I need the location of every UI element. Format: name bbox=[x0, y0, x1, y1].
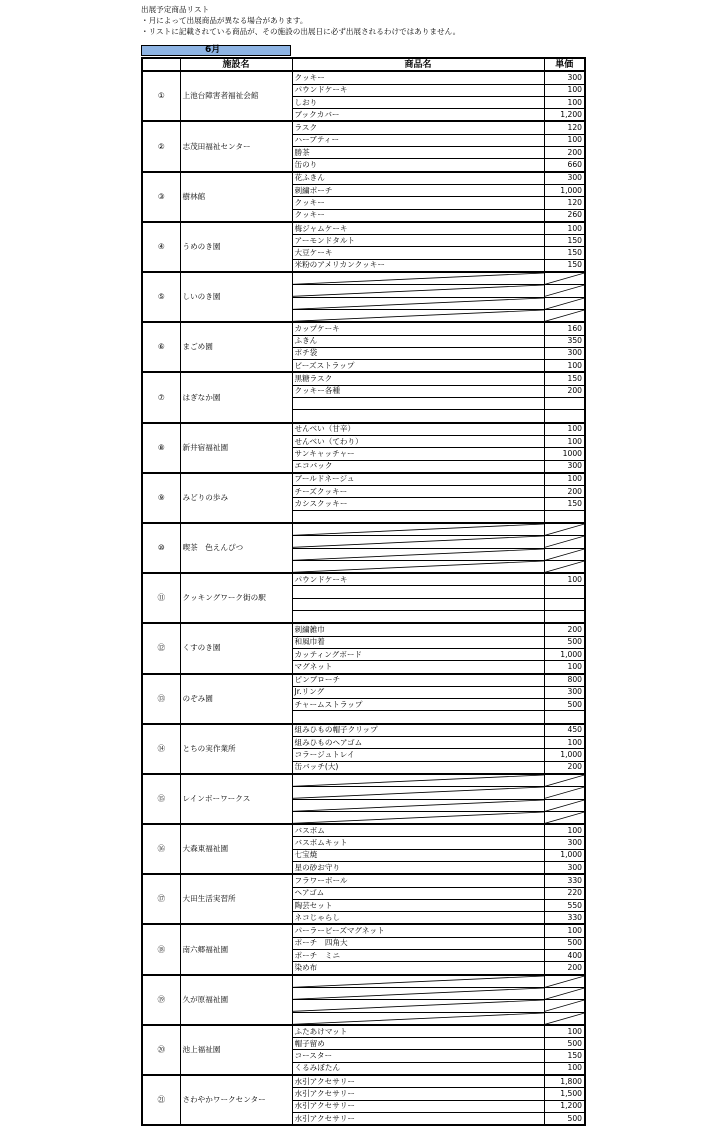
item-price: 150 bbox=[544, 498, 585, 510]
facility-name: 南六郷福祉園 bbox=[180, 924, 292, 974]
facility-name: とちの実作業所 bbox=[180, 724, 292, 774]
table-row bbox=[142, 975, 585, 988]
item-name bbox=[292, 272, 544, 285]
item-name bbox=[292, 811, 544, 824]
item-price: 300 bbox=[544, 837, 585, 849]
item-name bbox=[292, 611, 544, 624]
item-name bbox=[292, 309, 544, 322]
empty-slash bbox=[545, 549, 585, 560]
item-name: 七宝焼 bbox=[292, 849, 544, 861]
item-price: 100 bbox=[544, 423, 585, 436]
item-price bbox=[544, 536, 585, 548]
item-name bbox=[292, 510, 544, 523]
table-row bbox=[142, 423, 585, 436]
empty-slash bbox=[293, 524, 544, 535]
item-name: 組みひものヘアゴム bbox=[292, 737, 544, 749]
empty-slash bbox=[293, 775, 544, 786]
empty-slash bbox=[293, 298, 544, 309]
item-price bbox=[544, 787, 585, 799]
facility-number: ⑱ bbox=[142, 924, 180, 974]
facility-number: ⑤ bbox=[142, 272, 180, 322]
facility-name: さわやかワークセンター bbox=[180, 1075, 292, 1125]
table-body bbox=[142, 71, 585, 1125]
facility-number: ⑭ bbox=[142, 724, 180, 774]
item-price bbox=[544, 272, 585, 285]
item-price bbox=[544, 410, 585, 423]
item-name: せんべい（てわり） bbox=[292, 435, 544, 447]
empty-slash bbox=[293, 561, 544, 572]
item-name: アーモンドタルト bbox=[292, 235, 544, 247]
facility-number: ⑫ bbox=[142, 623, 180, 673]
facility-number: ⑲ bbox=[142, 975, 180, 1025]
empty-slash bbox=[545, 976, 585, 987]
item-name bbox=[292, 987, 544, 999]
item-name bbox=[292, 975, 544, 988]
facility-name: 樹林館 bbox=[180, 172, 292, 222]
facility-name: 大森東福祉園 bbox=[180, 824, 292, 874]
notes bbox=[141, 4, 460, 37]
empty-slash bbox=[545, 298, 585, 309]
item-name: クッキー bbox=[292, 71, 544, 84]
item-name: 水引アクセサリー bbox=[292, 1075, 544, 1088]
empty-slash bbox=[545, 812, 585, 823]
facility-name: のぞみ園 bbox=[180, 674, 292, 724]
item-name: ふたあけマット bbox=[292, 1025, 544, 1038]
facility-number: ⑧ bbox=[142, 423, 180, 473]
item-price: 330 bbox=[544, 912, 585, 925]
table-row bbox=[142, 573, 585, 586]
item-price: 100 bbox=[544, 222, 585, 235]
item-name: ビーズストラップ bbox=[292, 360, 544, 373]
empty-slash bbox=[293, 549, 544, 560]
item-price: 150 bbox=[544, 259, 585, 272]
item-price bbox=[544, 560, 585, 573]
facility-name: はぎなか園 bbox=[180, 372, 292, 422]
item-price: 800 bbox=[544, 674, 585, 687]
table-header-row bbox=[142, 58, 585, 71]
item-name bbox=[292, 711, 544, 724]
item-price: 300 bbox=[544, 71, 585, 84]
facility-number: ⑮ bbox=[142, 774, 180, 824]
facility-number: ㉑ bbox=[142, 1075, 180, 1125]
item-name: ラスク bbox=[292, 121, 544, 134]
item-name: エコバック bbox=[292, 460, 544, 473]
item-name bbox=[292, 548, 544, 560]
item-price: 200 bbox=[544, 147, 585, 159]
empty-slash bbox=[293, 310, 544, 321]
item-name: チーズクッキー bbox=[292, 486, 544, 498]
item-name: 組みひもの帽子クリップ bbox=[292, 724, 544, 737]
empty-slash bbox=[293, 285, 544, 296]
item-name: パウンドケーキ bbox=[292, 573, 544, 586]
item-price: 260 bbox=[544, 209, 585, 222]
facility-name: みどりの歩み bbox=[180, 473, 292, 523]
item-price: 350 bbox=[544, 335, 585, 347]
item-name: パウンドケーキ bbox=[292, 84, 544, 96]
table-row bbox=[142, 1025, 585, 1038]
item-name bbox=[292, 297, 544, 309]
item-name bbox=[292, 536, 544, 548]
item-price: 100 bbox=[544, 573, 585, 586]
item-name: 水引アクセサリー bbox=[292, 1088, 544, 1100]
item-name: ポチ袋 bbox=[292, 347, 544, 359]
facility-name: 池上福祉園 bbox=[180, 1025, 292, 1075]
empty-slash bbox=[545, 285, 585, 296]
item-name: サンキャッチャー bbox=[292, 448, 544, 460]
item-price bbox=[544, 1000, 585, 1012]
facility-name: 大田生活実習所 bbox=[180, 874, 292, 924]
item-price: 1,000 bbox=[544, 648, 585, 660]
item-name: ふきん bbox=[292, 335, 544, 347]
item-price bbox=[544, 1012, 585, 1025]
item-name: 星の砂お守り bbox=[292, 862, 544, 875]
facility-name: まごめ園 bbox=[180, 322, 292, 372]
item-name: 刺繍ポーチ bbox=[292, 184, 544, 196]
item-price bbox=[544, 711, 585, 724]
item-name: ポーチ 四角大 bbox=[292, 937, 544, 949]
item-price: 220 bbox=[544, 887, 585, 899]
item-price: 500 bbox=[544, 636, 585, 648]
item-name: クッキー bbox=[292, 209, 544, 222]
table-row bbox=[142, 924, 585, 937]
item-price: 300 bbox=[544, 347, 585, 359]
item-price bbox=[544, 510, 585, 523]
empty-slash bbox=[545, 800, 585, 811]
empty-slash bbox=[545, 787, 585, 798]
item-name: コースター bbox=[292, 1050, 544, 1062]
table-row bbox=[142, 824, 585, 837]
table-row bbox=[142, 71, 585, 84]
item-price: 1,800 bbox=[544, 1075, 585, 1088]
empty-slash bbox=[293, 988, 544, 999]
facility-number: ⑨ bbox=[142, 473, 180, 523]
table-row bbox=[142, 322, 585, 335]
item-price: 1,000 bbox=[544, 749, 585, 761]
empty-slash bbox=[545, 1013, 585, 1024]
table-row bbox=[142, 874, 585, 887]
item-price: 330 bbox=[544, 874, 585, 887]
item-name: カシスクッキー bbox=[292, 498, 544, 510]
facility-name: 上池台障害者福祉会館 bbox=[180, 71, 292, 121]
item-name: くるみぼたん bbox=[292, 1062, 544, 1075]
item-price: 660 bbox=[544, 159, 585, 172]
empty-slash bbox=[293, 800, 544, 811]
item-price: 120 bbox=[544, 197, 585, 209]
table-row bbox=[142, 623, 585, 636]
item-name: 水引アクセサリー bbox=[292, 1100, 544, 1112]
empty-slash bbox=[293, 1000, 544, 1011]
empty-slash bbox=[545, 536, 585, 547]
item-price: 100 bbox=[544, 435, 585, 447]
item-price bbox=[544, 586, 585, 598]
item-name: 米粉のアメリカンクッキー bbox=[292, 259, 544, 272]
facility-name: 新井宿福祉園 bbox=[180, 423, 292, 473]
item-price: 1,000 bbox=[544, 849, 585, 861]
item-price: 300 bbox=[544, 686, 585, 698]
item-name: せんべい（甘辛） bbox=[292, 423, 544, 436]
facility-name: うめのき園 bbox=[180, 222, 292, 272]
empty-slash bbox=[293, 787, 544, 798]
item-name: 染め布 bbox=[292, 962, 544, 975]
facility-number: ③ bbox=[142, 172, 180, 222]
item-price: 500 bbox=[544, 1038, 585, 1050]
empty-slash bbox=[293, 812, 544, 823]
item-name: ネコじゃらし bbox=[292, 912, 544, 925]
item-price: 400 bbox=[544, 950, 585, 962]
empty-slash bbox=[545, 988, 585, 999]
item-name: クッキー各種 bbox=[292, 385, 544, 397]
item-name: 陶芸セット bbox=[292, 899, 544, 911]
item-name bbox=[292, 398, 544, 410]
facility-number: ⑰ bbox=[142, 874, 180, 924]
item-name: 水引アクセサリー bbox=[292, 1112, 544, 1125]
header-facility: 施設名 bbox=[180, 58, 292, 71]
month-label: 6月 bbox=[205, 45, 221, 55]
item-price bbox=[544, 611, 585, 624]
notes-line-2: ・リストに記載されている商品が、その施設の出展日に必ず出展されるわけではありません。 bbox=[141, 27, 461, 36]
item-price: 100 bbox=[544, 134, 585, 146]
facility-number: ⑳ bbox=[142, 1025, 180, 1075]
facility-number: ① bbox=[142, 71, 180, 121]
item-price: 200 bbox=[544, 385, 585, 397]
item-price: 300 bbox=[544, 862, 585, 875]
facility-name: 志茂田福祉センター bbox=[180, 121, 292, 171]
item-price: 120 bbox=[544, 121, 585, 134]
item-price bbox=[544, 811, 585, 824]
item-price: 1,200 bbox=[544, 1100, 585, 1112]
item-price: 150 bbox=[544, 247, 585, 259]
item-price bbox=[544, 398, 585, 410]
item-price: 100 bbox=[544, 473, 585, 486]
item-name bbox=[292, 523, 544, 536]
item-price: 450 bbox=[544, 724, 585, 737]
item-price bbox=[544, 297, 585, 309]
item-price: 200 bbox=[544, 962, 585, 975]
facility-number: ⑥ bbox=[142, 322, 180, 372]
item-name: しおり bbox=[292, 96, 544, 108]
item-name: 梅ジャムケーキ bbox=[292, 222, 544, 235]
item-price: 1000 bbox=[544, 448, 585, 460]
item-price: 1,000 bbox=[544, 184, 585, 196]
item-name bbox=[292, 410, 544, 423]
item-name: 缶のり bbox=[292, 159, 544, 172]
item-name bbox=[292, 787, 544, 799]
item-name: カッティングボード bbox=[292, 648, 544, 660]
table-row bbox=[142, 724, 585, 737]
item-name: マグネット bbox=[292, 661, 544, 674]
item-price: 500 bbox=[544, 1112, 585, 1125]
item-price: 100 bbox=[544, 661, 585, 674]
item-price bbox=[544, 987, 585, 999]
item-price: 160 bbox=[544, 322, 585, 335]
item-name: 勝茶 bbox=[292, 147, 544, 159]
table-row bbox=[142, 1075, 585, 1088]
item-price: 150 bbox=[544, 235, 585, 247]
item-name bbox=[292, 560, 544, 573]
table-row bbox=[142, 272, 585, 285]
item-price: 500 bbox=[544, 937, 585, 949]
item-name: フラワーボール bbox=[292, 874, 544, 887]
item-name: コラージュトレイ bbox=[292, 749, 544, 761]
product-table bbox=[141, 57, 586, 1126]
header-price: 単価 bbox=[544, 58, 585, 71]
empty-slash bbox=[293, 976, 544, 987]
item-price: 200 bbox=[544, 761, 585, 774]
facility-number: ④ bbox=[142, 222, 180, 272]
facility-number: ⑬ bbox=[142, 674, 180, 724]
table-row bbox=[142, 222, 585, 235]
item-name: ハーブティー bbox=[292, 134, 544, 146]
item-name bbox=[292, 586, 544, 598]
item-name: クッキー bbox=[292, 197, 544, 209]
item-name bbox=[292, 774, 544, 787]
empty-slash bbox=[545, 310, 585, 321]
item-price bbox=[544, 774, 585, 787]
item-name: 大豆ケーキ bbox=[292, 247, 544, 259]
table-row bbox=[142, 172, 585, 185]
item-name: ブックカバー bbox=[292, 109, 544, 122]
item-name: ポーチ ミニ bbox=[292, 950, 544, 962]
item-price: 100 bbox=[544, 1062, 585, 1075]
item-name bbox=[292, 799, 544, 811]
empty-slash bbox=[293, 1013, 544, 1024]
item-price: 300 bbox=[544, 172, 585, 185]
empty-slash bbox=[293, 273, 544, 284]
item-name: 和風巾着 bbox=[292, 636, 544, 648]
item-price bbox=[544, 799, 585, 811]
empty-slash bbox=[545, 1000, 585, 1011]
empty-slash bbox=[545, 561, 585, 572]
empty-slash bbox=[545, 524, 585, 535]
header-number bbox=[142, 58, 180, 71]
item-name: 帽子留め bbox=[292, 1038, 544, 1050]
facility-number: ⑦ bbox=[142, 372, 180, 422]
item-name: 缶バッチ(大) bbox=[292, 761, 544, 774]
item-name: 刺繍雑巾 bbox=[292, 623, 544, 636]
item-price: 550 bbox=[544, 899, 585, 911]
item-price bbox=[544, 309, 585, 322]
facility-name: くすのき園 bbox=[180, 623, 292, 673]
item-price: 1,200 bbox=[544, 109, 585, 122]
notes-line-1: ・月によって出展商品が異なる場合があります。 bbox=[141, 16, 308, 25]
facility-name: クッキングワーク街の駅 bbox=[180, 573, 292, 623]
item-name: 花ふきん bbox=[292, 172, 544, 185]
item-price: 150 bbox=[544, 1050, 585, 1062]
table-row bbox=[142, 121, 585, 134]
item-name: チャームストラップ bbox=[292, 699, 544, 711]
item-price: 100 bbox=[544, 360, 585, 373]
item-price: 100 bbox=[544, 924, 585, 937]
item-price: 300 bbox=[544, 460, 585, 473]
header-item: 商品名 bbox=[292, 58, 544, 71]
item-price bbox=[544, 548, 585, 560]
facility-name: 久が原福祉園 bbox=[180, 975, 292, 1025]
item-price: 1,500 bbox=[544, 1088, 585, 1100]
item-price: 100 bbox=[544, 824, 585, 837]
item-price: 100 bbox=[544, 737, 585, 749]
item-name: Jr.リング bbox=[292, 686, 544, 698]
notes-title: 出展予定商品リスト bbox=[141, 5, 210, 14]
facility-name: しいのき園 bbox=[180, 272, 292, 322]
item-name: バスボムキット bbox=[292, 837, 544, 849]
item-price bbox=[544, 285, 585, 297]
table-row bbox=[142, 473, 585, 486]
item-name bbox=[292, 1012, 544, 1025]
empty-slash bbox=[545, 273, 585, 284]
facility-number: ⑯ bbox=[142, 824, 180, 874]
item-name bbox=[292, 598, 544, 610]
item-price: 100 bbox=[544, 84, 585, 96]
item-name: ブールドネージュ bbox=[292, 473, 544, 486]
item-price: 200 bbox=[544, 623, 585, 636]
item-name: ピンブローチ bbox=[292, 674, 544, 687]
facility-number: ⑪ bbox=[142, 573, 180, 623]
item-price: 150 bbox=[544, 372, 585, 385]
facility-name: 喫茶 色えんぴつ bbox=[180, 523, 292, 573]
item-name bbox=[292, 1000, 544, 1012]
item-name: バスボム bbox=[292, 824, 544, 837]
item-name: カップケーキ bbox=[292, 322, 544, 335]
item-price: 100 bbox=[544, 1025, 585, 1038]
item-price: 500 bbox=[544, 699, 585, 711]
empty-slash bbox=[545, 775, 585, 786]
table-row bbox=[142, 523, 585, 536]
empty-slash bbox=[293, 536, 544, 547]
table-row bbox=[142, 774, 585, 787]
item-price bbox=[544, 523, 585, 536]
item-price: 200 bbox=[544, 486, 585, 498]
table-row bbox=[142, 372, 585, 385]
facility-number: ② bbox=[142, 121, 180, 171]
item-name: ヘアゴム bbox=[292, 887, 544, 899]
table-row bbox=[142, 674, 585, 687]
item-name: パーラービーズマグネット bbox=[292, 924, 544, 937]
item-name bbox=[292, 285, 544, 297]
item-price bbox=[544, 975, 585, 988]
facility-name: レインボーワークス bbox=[180, 774, 292, 824]
item-price: 100 bbox=[544, 96, 585, 108]
facility-number: ⑩ bbox=[142, 523, 180, 573]
item-name: 黒糖ラスク bbox=[292, 372, 544, 385]
item-price bbox=[544, 598, 585, 610]
